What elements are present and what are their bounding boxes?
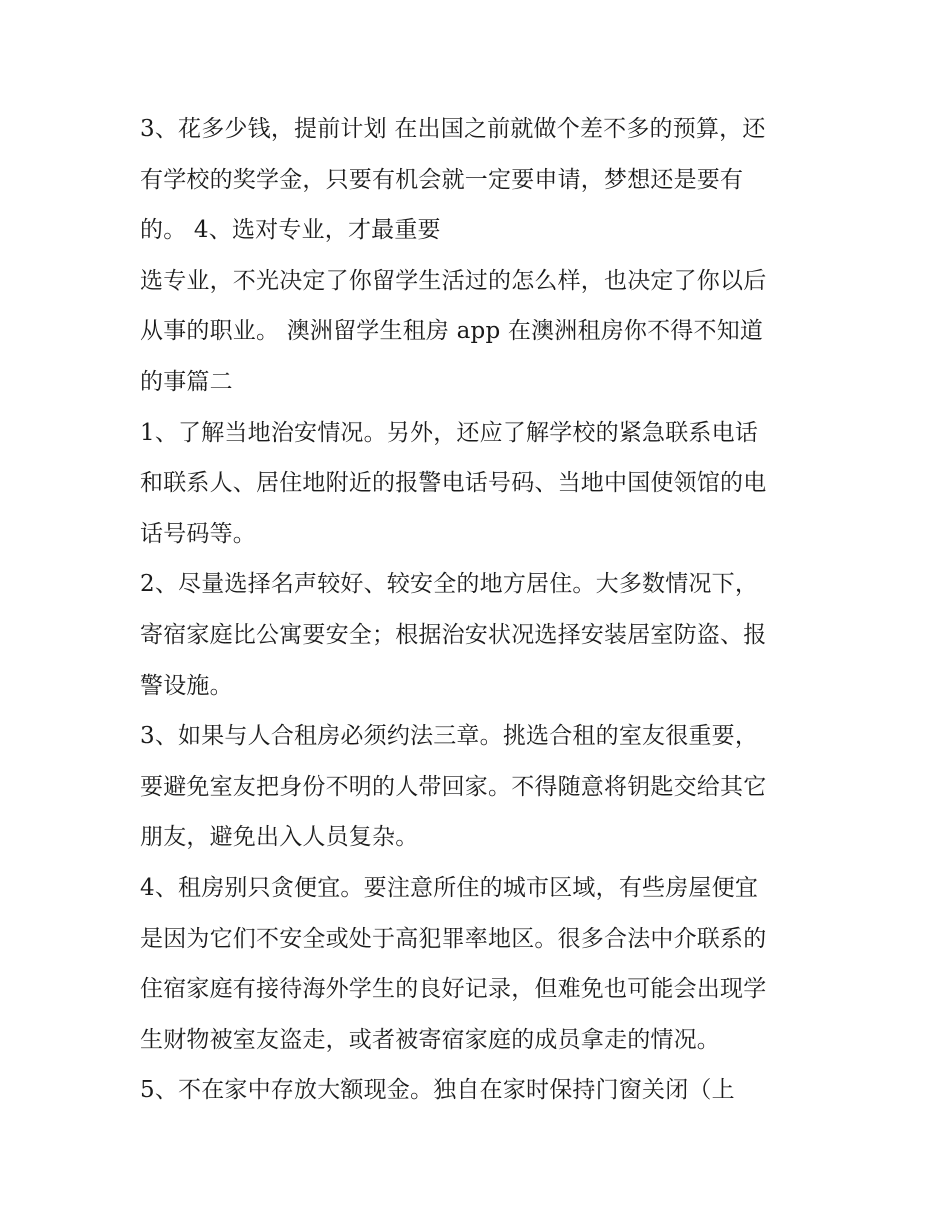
text-line: 要避免室友把身份不明的人带回家。不得随意将钥匙交给其它	[140, 773, 767, 800]
text-line: 生财物被室友盗走，或者被寄宿家庭的成员拿走的情况。	[140, 1026, 720, 1053]
text-line: 3、如果与人合租房必须约法三章。挑选合租的室友很重要，	[140, 723, 759, 750]
text-line: 2、尽量选择名声较好、较安全的地方居住。大多数情况下，	[140, 571, 759, 598]
text-line: 4、租房别只贪便宜。要注意所住的城市区域，有些房屋便宜	[140, 874, 759, 901]
text-line: 寄宿家庭比公寓要安全；根据治安状况选择安装居室防盗、报	[140, 621, 767, 648]
text-line: 的事篇二	[140, 368, 233, 395]
text-line: 选专业，不光决定了你留学生活过的怎么样，也决定了你以后	[140, 267, 767, 294]
text-line: 1、了解当地治安情况。另外，还应了解学校的紧急联系电话	[140, 419, 759, 446]
text-line: 话号码等。	[140, 520, 256, 547]
text-line: 5、不在家中存放大额现金。独自在家时保持门窗关闭（上	[140, 1077, 735, 1104]
text-line: 是因为它们不安全或处于高犯罪率地区。很多合法中介联系的	[140, 925, 767, 952]
text-line: 朋友，避免出入人员复杂。	[140, 824, 419, 851]
text-line: 有学校的奖学金，只要有机会就一定要申请，梦想还是要有	[140, 166, 744, 193]
text-line: 警设施。	[140, 672, 233, 699]
text-line: 的。 4、选对专业，才最重要	[140, 217, 441, 244]
document-body	[140, 104, 820, 1116]
text-line: 和联系人、居住地附近的报警电话号码、当地中国使领馆的电	[140, 470, 767, 497]
text-line: 住宿家庭有接待海外学生的良好记录，但难免也可能会出现学	[140, 976, 767, 1003]
text-line: 从事的职业。 澳洲留学生租房 app 在澳洲租房你不得不知道	[140, 318, 764, 345]
text-line: 3、花多少钱，提前计划 在出国之前就做个差不多的预算，还	[140, 116, 766, 142]
